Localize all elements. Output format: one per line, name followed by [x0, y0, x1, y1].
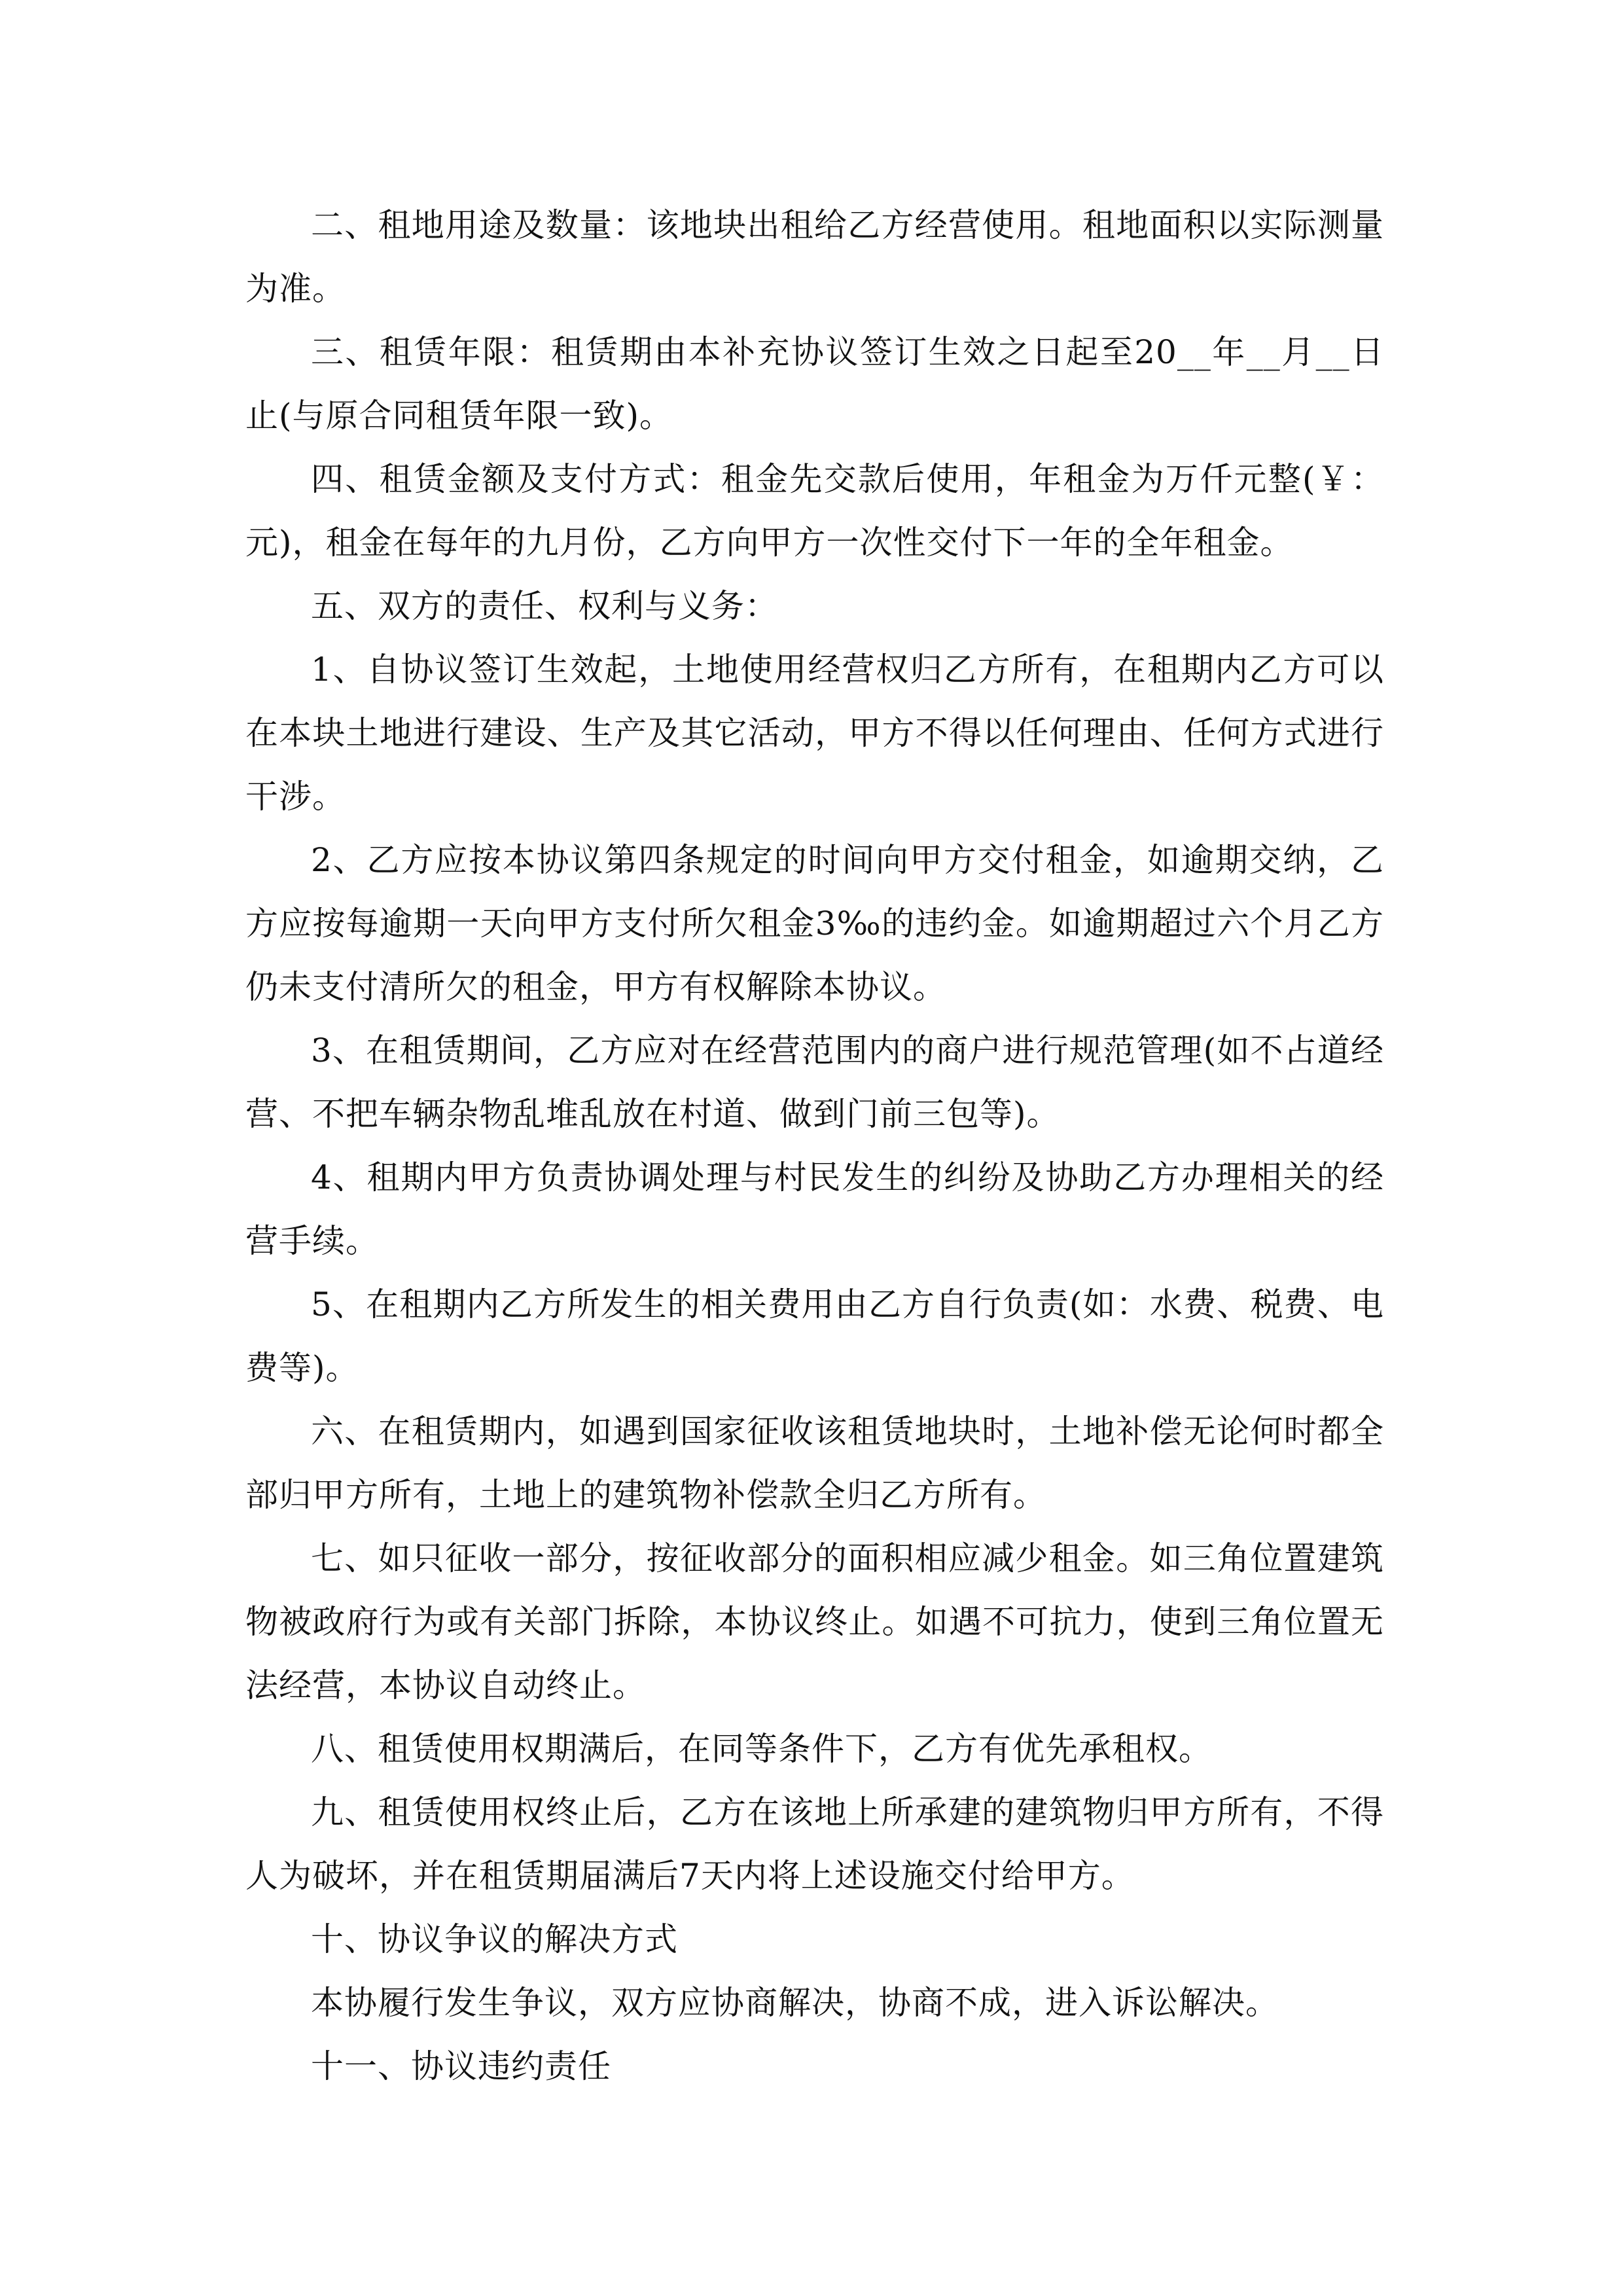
clause-11-heading: 十一、协议违约责任: [311, 2047, 611, 2085]
clause-9-termination-handover: 九、租赁使用权终止后，乙方在该地上所承建的建筑物归甲方所有，不得人为破坏，并在租赁期届满后7天内将上述设施交付给甲方。: [245, 1793, 1384, 1895]
clause-5-item-1: 1、自协议签订生效起，土地使用经营权归乙方所有，在租期内乙方可以在本块土地进行建设、生产及其它活动，甲方不得以任何理由、任何方式进行干涉。: [245, 651, 1384, 816]
clause-6-expropriation: 六、在租赁期内，如遇到国家征收该租赁地块时，土地补偿无论何时都全部归甲方所有，土地上的建筑物补偿款全归乙方所有。: [245, 1412, 1384, 1514]
clause-4-rent-payment: 四、租赁金额及支付方式：租金先交款后使用，年租金为万仟元整(￥：元)，租金在每年的九月份，乙方向甲方一次性交付下一年的全年租金。: [245, 460, 1384, 562]
clause-2-land-use: 二、租地用途及数量：该地块出租给乙方经营使用。租地面积以实际测量为准。: [245, 206, 1384, 308]
clause-5-item-5: 5、在租期内乙方所发生的相关费用由乙方自行负责(如：水费、税费、电费等)。: [245, 1285, 1384, 1387]
clause-8-renewal-priority: 八、租赁使用权期满后，在同等条件下，乙方有优先承租权。: [311, 1730, 1212, 1768]
clause-5-item-3: 3、在租赁期间，乙方应对在经营范围内的商户进行规范管理(如不占道经营、不把车辆杂物乱堆乱放在村道、做到门前三包等)。: [245, 1031, 1384, 1133]
clause-5-heading: 五、双方的责任、权利与义务：: [311, 587, 778, 625]
clause-5-item-4: 4、租期内甲方负责协调处理与村民发生的纠纷及协助乙方办理相关的经营手续。: [245, 1158, 1384, 1260]
clause-7-partial-expropriation: 七、如只征收一部分，按征收部分的面积相应减少租金。如三角位置建筑物被政府行为或有关部门拆除，本协议终止。如遇不可抗力，使到三角位置无法经营，本协议自动终止。: [245, 1539, 1384, 1704]
clause-10-body: 本协履行发生争议，双方应协商解决，协商不成，进入诉讼解决。: [311, 1984, 1279, 2022]
clause-5-item-2: 2、乙方应按本协议第四条规定的时间向甲方交付租金，如逾期交纳，乙方应按每逾期一天向甲方支付所欠租金3‰的违约金。如逾期超过六个月乙方仍未支付清所欠的租金，甲方有权解除本协议。: [245, 841, 1384, 1006]
clause-3-lease-term: 三、租赁年限：租赁期由本补充协议签订生效之日起至20__年__月__日止(与原合同租赁年限一致)。: [245, 333, 1384, 435]
document-body: [245, 194, 1384, 2098]
clause-10-heading: 十、协议争议的解决方式: [311, 1920, 678, 1958]
